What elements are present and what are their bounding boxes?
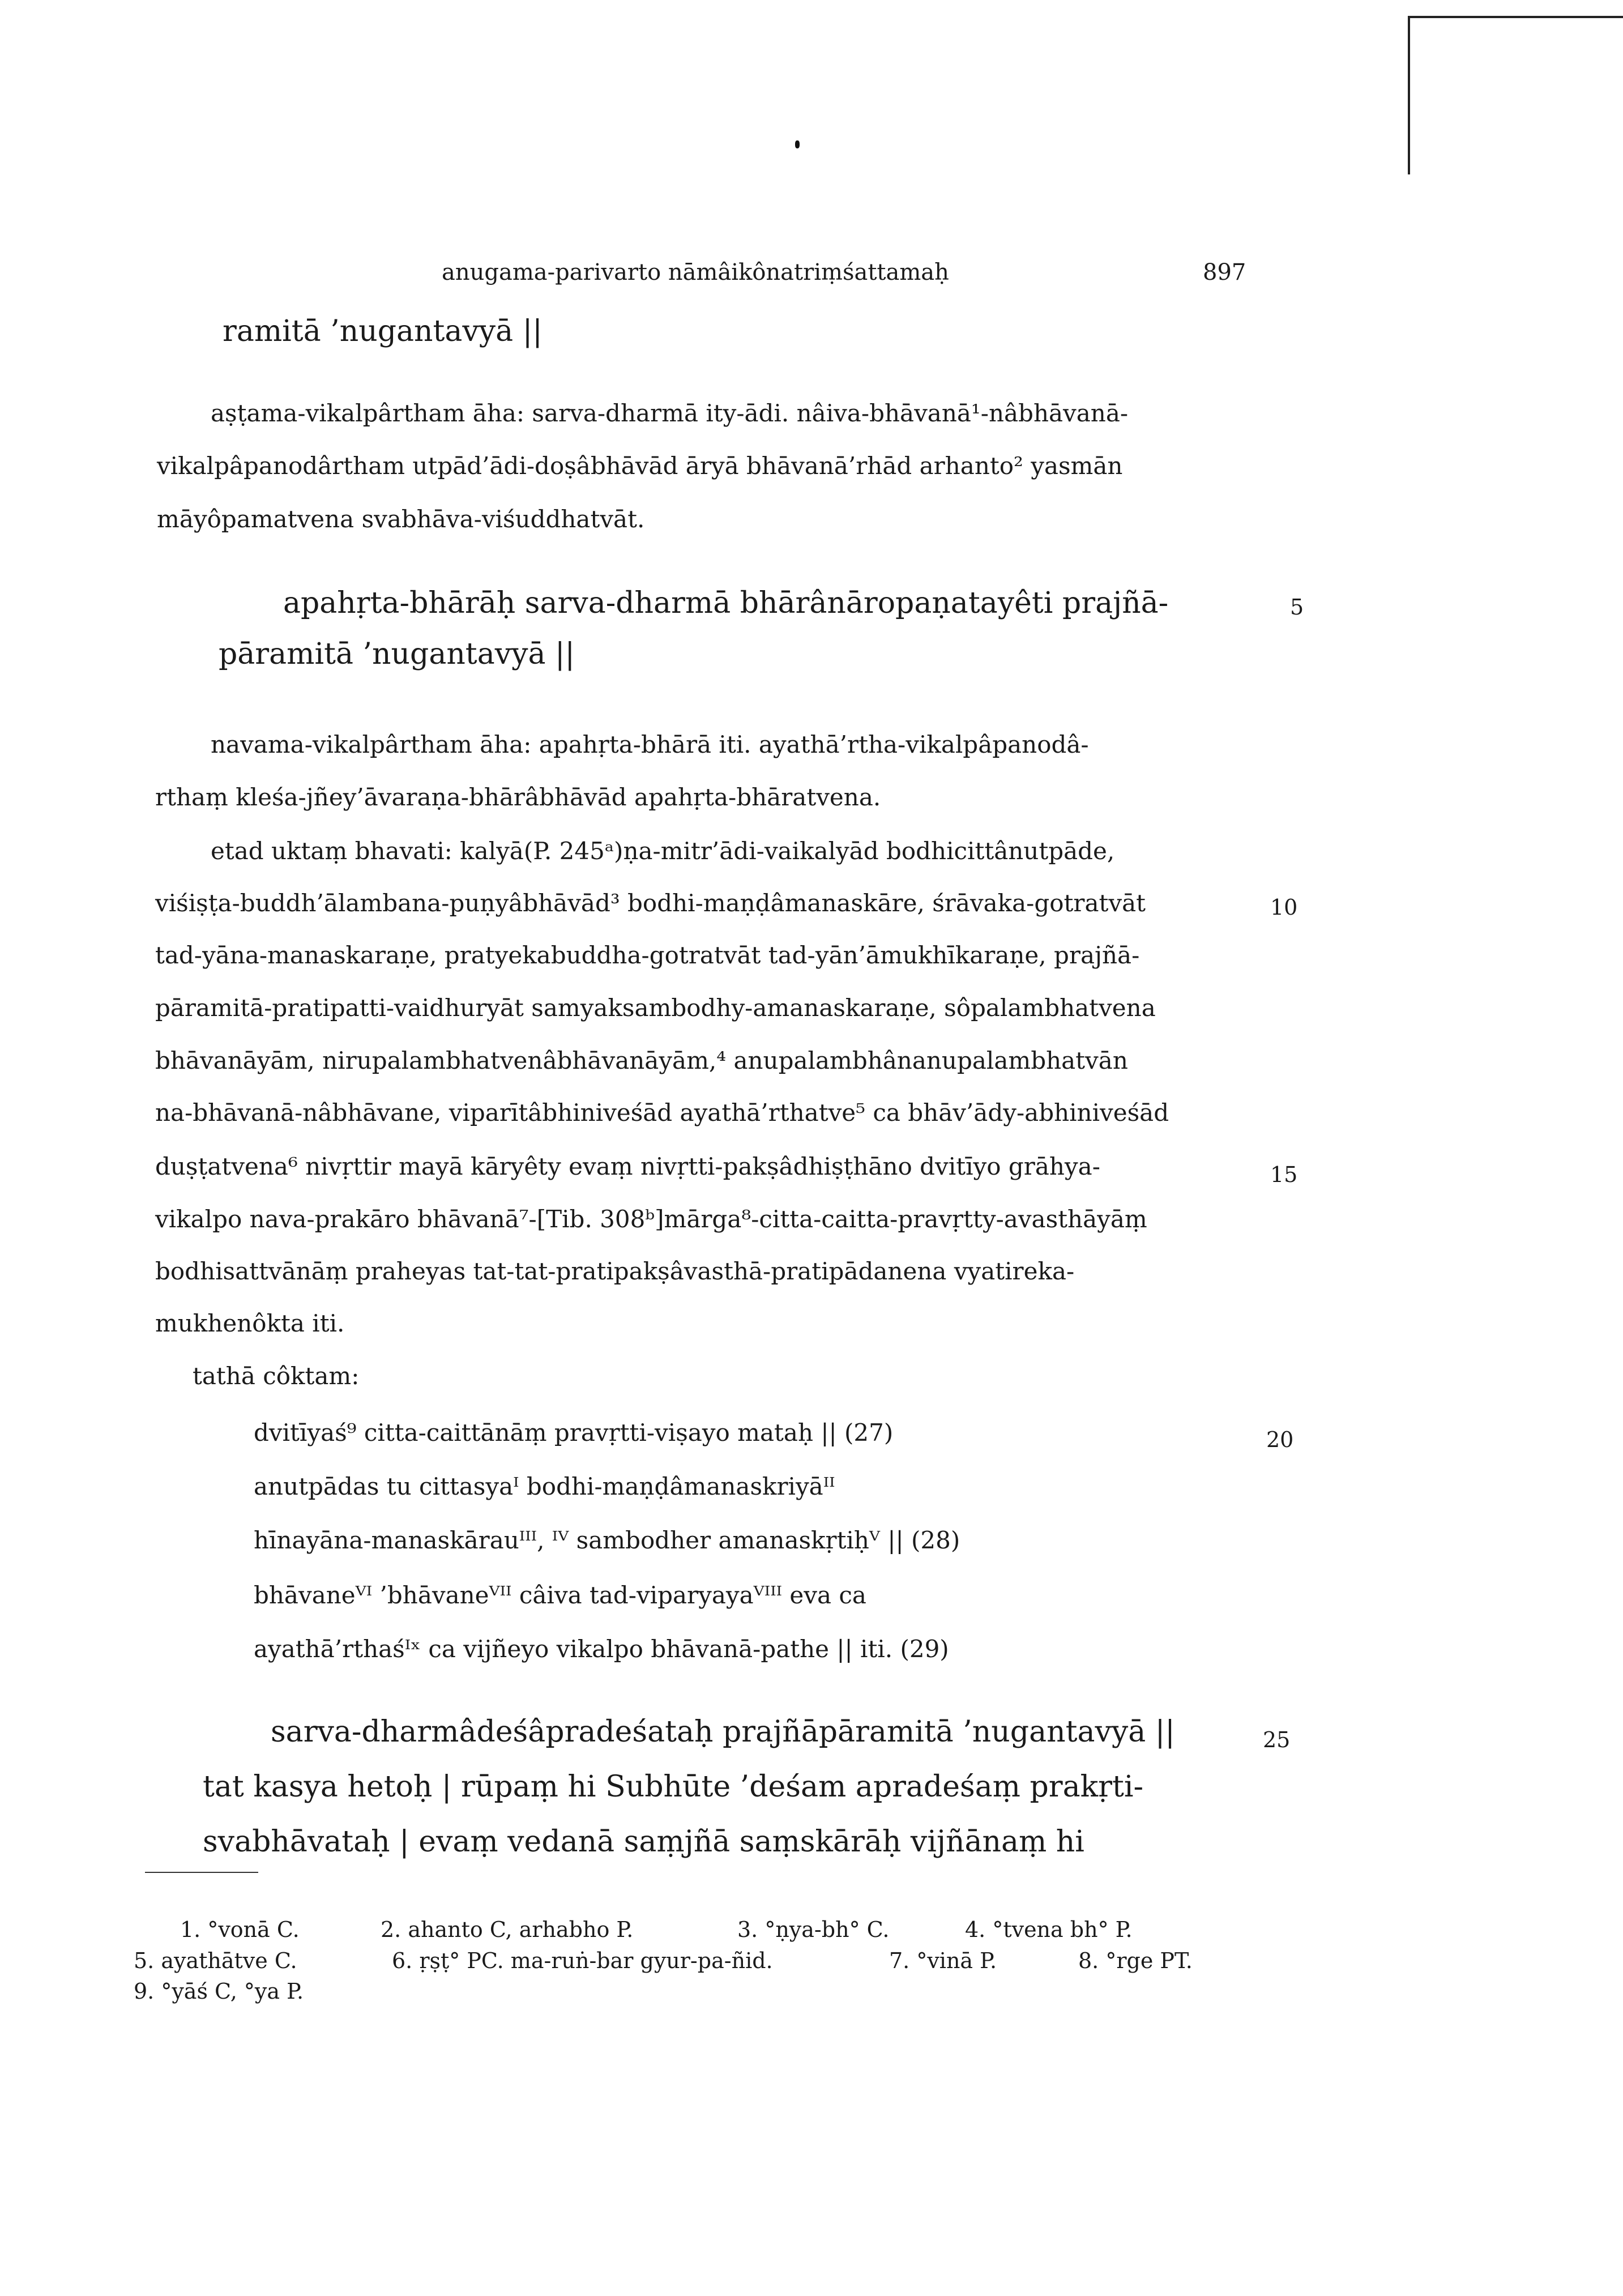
body-line: aṣṭama-vikalpârtham āha: sarva-dharmā ity-ādi. nâiva-bhāvanā¹-nâbhāvanā- (211, 399, 1129, 427)
footnote: 6. ṛṣṭ° PC. ma-ruṅ-bar gyur-pa-ñid. (392, 1948, 773, 1973)
body-line: etad uktaṃ bhavati: kalyā(P. 245ᵃ)ṇa-mitr’ādi-vaikalyād bodhicittânutpāde, (211, 837, 1115, 865)
body-line: bhāvanāyām, nirupalambhatvenâbhāvanāyām,⁴ anupalambhânanupalambhatvān (155, 1047, 1128, 1074)
line-number: 20 (1266, 1427, 1294, 1452)
ink-speck (795, 140, 800, 148)
crop-mark-vertical (1408, 16, 1410, 174)
line-number: 10 (1270, 895, 1298, 920)
verse-line: bhāvaneⱽᴵ ’bhāvaneⱽᴵᴵ câiva tad-viparyayaⱽᴵᴵᴵ eva ca (254, 1581, 866, 1609)
footnote: 9. °yāś C, °ya P. (134, 1979, 304, 2004)
body-line: mukhenôkta iti. (155, 1309, 345, 1337)
page-number: 897 (1203, 259, 1246, 285)
body-line: na-bhāvanā-nâbhāvane, viparītâbhiniveśād ayathā’rthatve⁵ ca bhāv’ādy-abhiniveśād (155, 1099, 1169, 1126)
footnote: 8. °rge PT. (1078, 1948, 1193, 1973)
footnote: 1. °vonā C. (180, 1917, 300, 1942)
verse-line: hīnayāna-manaskārauᴵᴵᴵ, ᴵⱽ sambodher amanaskṛtiḥⱽ || (28) (254, 1526, 960, 1554)
footnote: 5. ayathātve C. (134, 1948, 297, 1973)
body-line: tat kasya hetoḥ | rūpaṃ hi Subhūte ’deśam apradeśaṃ prakṛti- (203, 1770, 1144, 1804)
footnote: 2. ahanto C, arhabho P. (381, 1917, 634, 1942)
body-line: tathā côktam: (193, 1362, 360, 1390)
footnote-rule (145, 1872, 258, 1873)
running-title: anugama-parivarto nāmâikônatriṃśattamaḥ (442, 259, 949, 285)
body-line: pāramitā ’nugantavyā || (219, 637, 575, 671)
body-line: vikalpâpanodârtham utpād’ādi-doṣâbhāvād āryā bhāvanā’rhād arhanto² yasmān (157, 452, 1123, 480)
body-line: rthaṃ kleśa-jñey’āvaraṇa-bhārâbhāvād apahṛta-bhāratvena. (155, 783, 881, 811)
verse-line: dvitīyaś⁹ citta-caittānāṃ pravṛtti-viṣayo mataḥ || (27) (254, 1419, 894, 1446)
body-line: bodhisattvānāṃ praheyas tat-tat-pratipakṣâvasthā-pratipādanena vyatireka- (155, 1257, 1075, 1285)
body-line: vikalpo nava-prakāro bhāvanā⁷-[Tib. 308ᵇ]mārga⁸-citta-caitta-pravṛtty-avasthāyāṃ (155, 1205, 1147, 1233)
footnote: 3. °ṇya-bh° C. (737, 1917, 890, 1942)
body-line: sarva-dharmâdeśâpradeśataḥ prajñāpāramitā ’nugantavyā || (271, 1715, 1175, 1749)
body-line: navama-vikalpârtham āha: apahṛta-bhārā iti. ayathā’rtha-vikalpâpanodâ- (211, 731, 1089, 758)
body-line: svabhāvataḥ | evaṃ vedanā saṃjñā saṃskārāḥ vijñānaṃ hi (203, 1825, 1084, 1859)
body-line: ramitā ’nugantavyā || (223, 314, 543, 348)
body-line: pāramitā-pratipatti-vaidhuryāt samyaksambodhy-amanaskaraṇe, sôpalambhatvena (155, 994, 1156, 1022)
line-number: 15 (1270, 1162, 1298, 1187)
footnote: 4. °tvena bh° P. (965, 1917, 1133, 1942)
body-line: tad-yāna-manaskaraṇe, pratyekabuddha-gotratvāt tad-yān’āmukhīkaraṇe, prajñā- (155, 941, 1140, 969)
line-number: 25 (1263, 1727, 1291, 1752)
verse-line: anutpādas tu cittasyaᴵ bodhi-maṇḍâmanaskriyāᴵᴵ (254, 1473, 835, 1500)
body-line: māyôpamatvena svabhāva-viśuddhatvāt. (157, 505, 645, 533)
crop-mark-horizontal (1408, 16, 1623, 18)
line-number: 5 (1290, 595, 1304, 620)
verse-line: ayathā’rthaśᴵˣ ca vijñeyo vikalpo bhāvanā-pathe || iti. (29) (254, 1635, 949, 1663)
footnote: 7. °vinā P. (889, 1948, 997, 1973)
body-line: viśiṣṭa-buddh’ālambana-puṇyâbhāvād³ bodhi-maṇḍâmanaskāre, śrāvaka-gotratvāt (155, 889, 1146, 917)
body-line: duṣṭatvena⁶ nivṛttir mayā kāryêty evaṃ nivṛtti-pakṣâdhiṣṭhāno dvitīyo grāhya- (155, 1153, 1100, 1180)
body-line: apahṛta-bhārāḥ sarva-dharmā bhārânāropaṇatayêti prajñā- (283, 586, 1169, 620)
